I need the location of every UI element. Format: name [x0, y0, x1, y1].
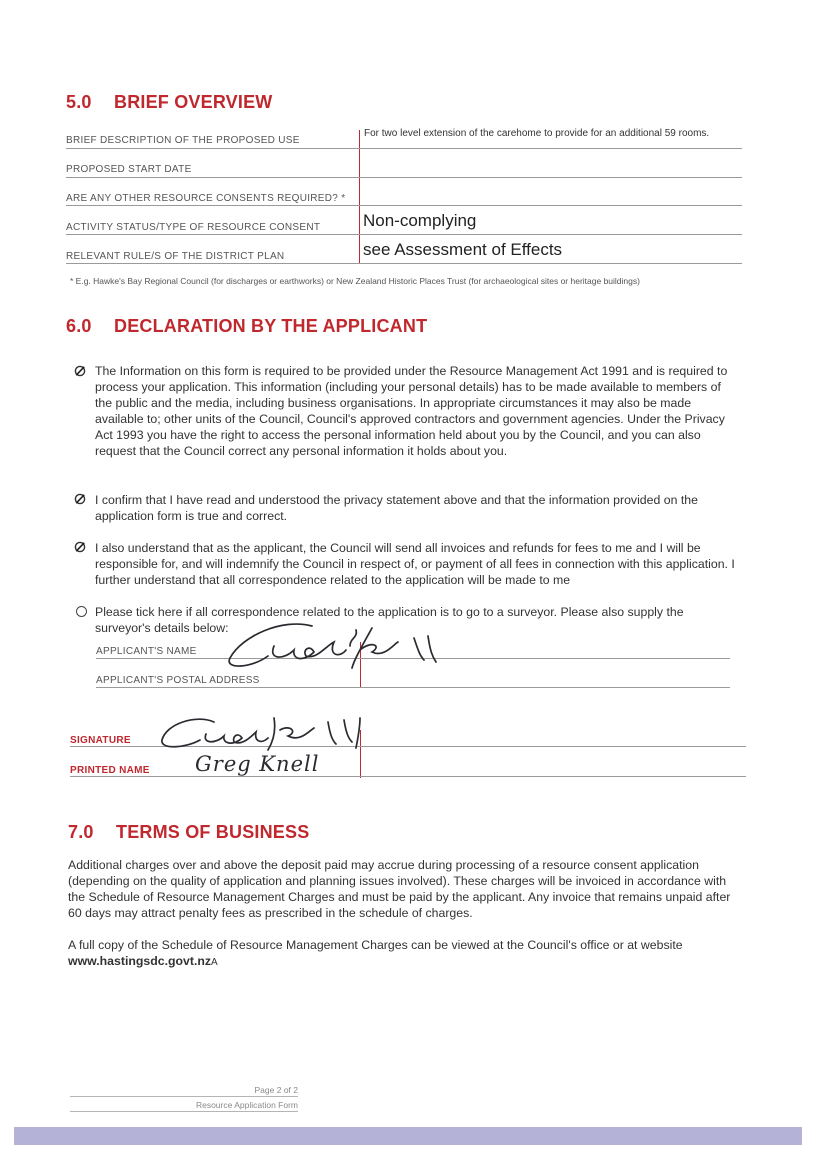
row-divider	[66, 177, 742, 178]
activity-status-field[interactable]: Non-complying	[363, 211, 477, 230]
row-label-description: BRIEF DESCRIPTION OF THE PROPOSED USE	[66, 135, 300, 146]
row-divider	[66, 148, 742, 149]
terms-paragraph: Additional charges over and above the deposit paid may accrue during processing of a resource consent application (depending on the quality of application and planning issues involved). These charges will be invoiced in accordance with the Schedule of Resource Management Charges and must be paid by the applicant. Any invoice that remains unpaid after 60 days may attract penalty fees as prescribed in the schedule of charges.	[68, 858, 731, 920]
other-consents-field[interactable]	[364, 189, 734, 203]
terms-heading: 7.0 TERMS OF BUSINESS	[68, 822, 310, 842]
row-label-start-date: PROPOSED START DATE	[66, 164, 192, 175]
form-name: Resource Application Form	[195, 1100, 298, 1110]
page-number: Page 2 of 2	[254, 1085, 298, 1095]
footer-divider	[70, 1111, 298, 1112]
applicant-address-label: APPLICANT'S POSTAL ADDRESS	[96, 675, 260, 686]
checked-circle-icon[interactable]	[74, 493, 86, 505]
checked-circle-icon[interactable]	[74, 541, 86, 553]
row-divider	[70, 776, 746, 777]
printed-name-field[interactable]	[362, 758, 746, 776]
printed-name-label: PRINTED NAME	[70, 765, 150, 776]
proposed-use-field[interactable]: For two level extension of the carehome to provide for an additional 59 rooms.	[364, 128, 710, 139]
brief-overview-heading: 5.0 BRIEF OVERVIEW	[66, 92, 273, 112]
row-divider	[66, 205, 742, 206]
footer-band	[14, 1127, 802, 1145]
surveyor-option-radio[interactable]	[76, 606, 87, 617]
signature-handwriting	[156, 708, 376, 754]
declaration-heading: 6.0 DECLARATION BY THE APPLICANT	[66, 316, 428, 336]
signature-label: SIGNATURE	[70, 735, 131, 746]
applicant-name-handwriting	[222, 616, 452, 672]
row-label-district-plan: RELEVANT RULE/S OF THE DISTRICT PLAN	[66, 251, 285, 262]
row-divider	[96, 687, 730, 688]
printed-name-handwriting: Greg Knell	[195, 752, 320, 776]
declaration-surveyor-text: Please tick here if all correspondence related to the application is to go to a surveyor. Please also supply the surveyor's details below:	[95, 605, 684, 635]
start-date-field[interactable]	[364, 160, 734, 174]
district-plan-rules-field[interactable]: see Assessment of Effects	[363, 240, 563, 259]
checked-circle-icon[interactable]	[74, 365, 86, 377]
row-divider	[66, 263, 742, 264]
declaration-invoices-text: I also understand that as the applicant, the Council will send all invoices and refunds for fees to me and I will be responsible for, and will indemnify the Council in respect of, or payment of all fees in connection with this application. I further understand that all correspondence related to the application will be made to me	[95, 541, 735, 587]
footnote: * E.g. Hawke's Bay Regional Council (for discharges or earthworks) or New Zealand Historic Places Trust (for archaeological sites or heritage buildings)	[70, 276, 640, 286]
declaration-privacy-text: The Information on this form is required to be provided under the Resource Management Act 1991 and is required to process your application. This information (including your personal details) has to be made available to members of the public and the media, including business organisations. In appropriate circumstances it may also be made available to; other units of the Council, Council's approved contractors and government agencies. Under the Privacy Act 1993 you have the right to access the personal information held about you by the Council, and you can also request that the Council correct any personal information it holds about you.	[95, 364, 728, 458]
footer-divider	[70, 1096, 298, 1097]
row-divider	[66, 234, 742, 235]
row-label-activity-status: ACTIVITY STATUS/TYPE OF RESOURCE CONSENT	[66, 222, 321, 233]
applicant-name-label: APPLICANT'S NAME	[96, 646, 197, 657]
declaration-confirm-text: I confirm that I have read and understood the privacy statement above and that the information provided on the application form is true and correct.	[95, 493, 698, 523]
signature-field[interactable]	[362, 728, 746, 746]
form-column-divider	[359, 130, 360, 264]
website-suffix: A	[211, 957, 218, 968]
terms-website-paragraph: A full copy of the Schedule of Resource Management Charges can be viewed at the Council's office or at website www.hastingsdc.govt.nzA	[68, 938, 683, 968]
row-label-other-consents: ARE ANY OTHER RESOURCE CONSENTS REQUIRED? *	[66, 193, 346, 204]
council-website-link[interactable]: www.hastingsdc.govt.nz	[68, 954, 212, 968]
